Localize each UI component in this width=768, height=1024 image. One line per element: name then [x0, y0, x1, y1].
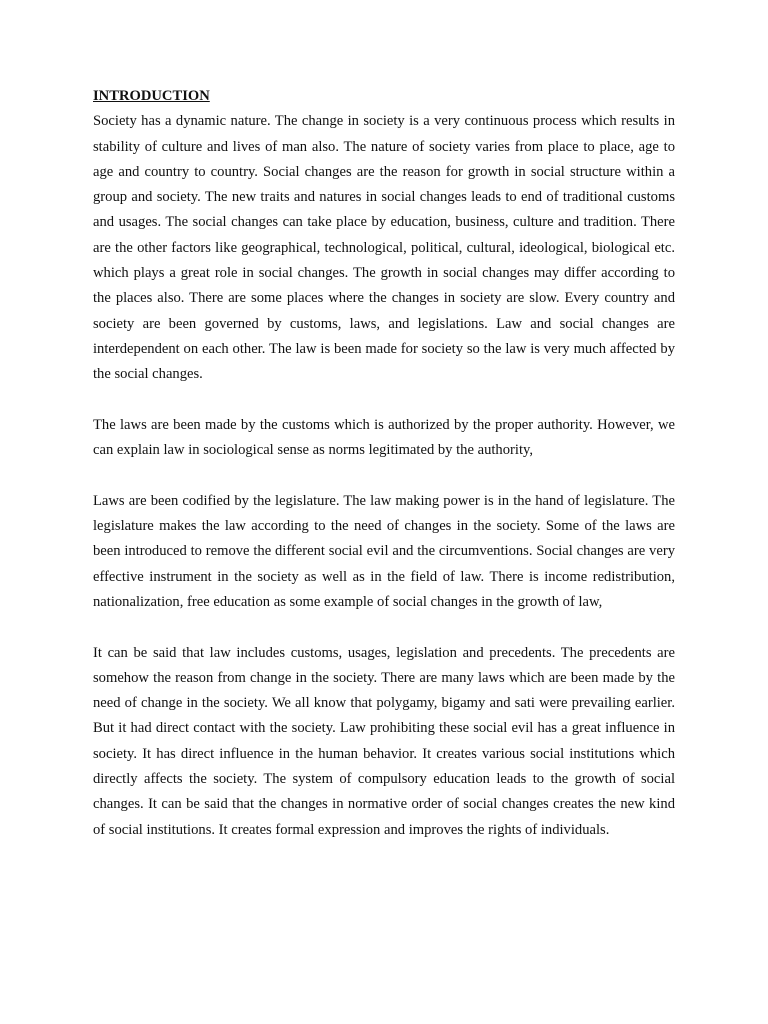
- paragraph-4: It can be said that law includes customs, usages, legislation and precedents. The precedents are somehow the reason from change in the society. There are many laws which are been made by the need of change in the society. We all know that polygamy, bigamy and sati were prevailing earlier. But it had direct contact with the society. Law prohibiting these social evil has a great influence in society. It has direct influence in the human behavior. It creates various social institutions which directly affects the society. The system of compulsory education leads to the growth of social changes. It can be said that the changes in normative order of social changes creates the new kind of social institutions. It creates formal expression and improves the rights of individuals.: [93, 644, 675, 838]
- paragraph-3: Laws are been codified by the legislature. The law making power is in the hand of legislature. The legislature makes the law according to the need of changes in the society. Some of the laws are been introduced to remove the different social evil and the circumventions. Social changes are very effective instrument in the society as well as in the field of law. There is income redistribution, nationalization, free education as some example of social changes in the growth of law,: [93, 492, 675, 610]
- paragraph-1: Society has a dynamic nature. The change in society is a very continuous process which results in stability of culture and lives of man also. The nature of society varies from place to place, age to age and country to country. Social changes are the reason for growth in social structure within a group and society. The new traits and natures in social changes leads to end of traditional customs and usages. The social changes can take place by education, business, culture and tradition. There are the other factors like geographical, technological, political, cultural, ideological, biological etc. which plays a great role in social changes. The growth in social changes may differ according to the places also. There are some places where the changes in society are slow. Every country and society are been governed by customs, laws, and legislations. Law and social changes are interdependent on each other. The law is been made for society so the law is very much affected by the social changes.: [93, 113, 675, 383]
- document-body: [93, 84, 675, 868]
- paragraph-2: The laws are been made by the customs which is authorized by the proper authority. However, we can explain law in sociological sense as norms legitimated by the authority,: [93, 416, 675, 459]
- section-heading: INTRODUCTION: [93, 88, 210, 104]
